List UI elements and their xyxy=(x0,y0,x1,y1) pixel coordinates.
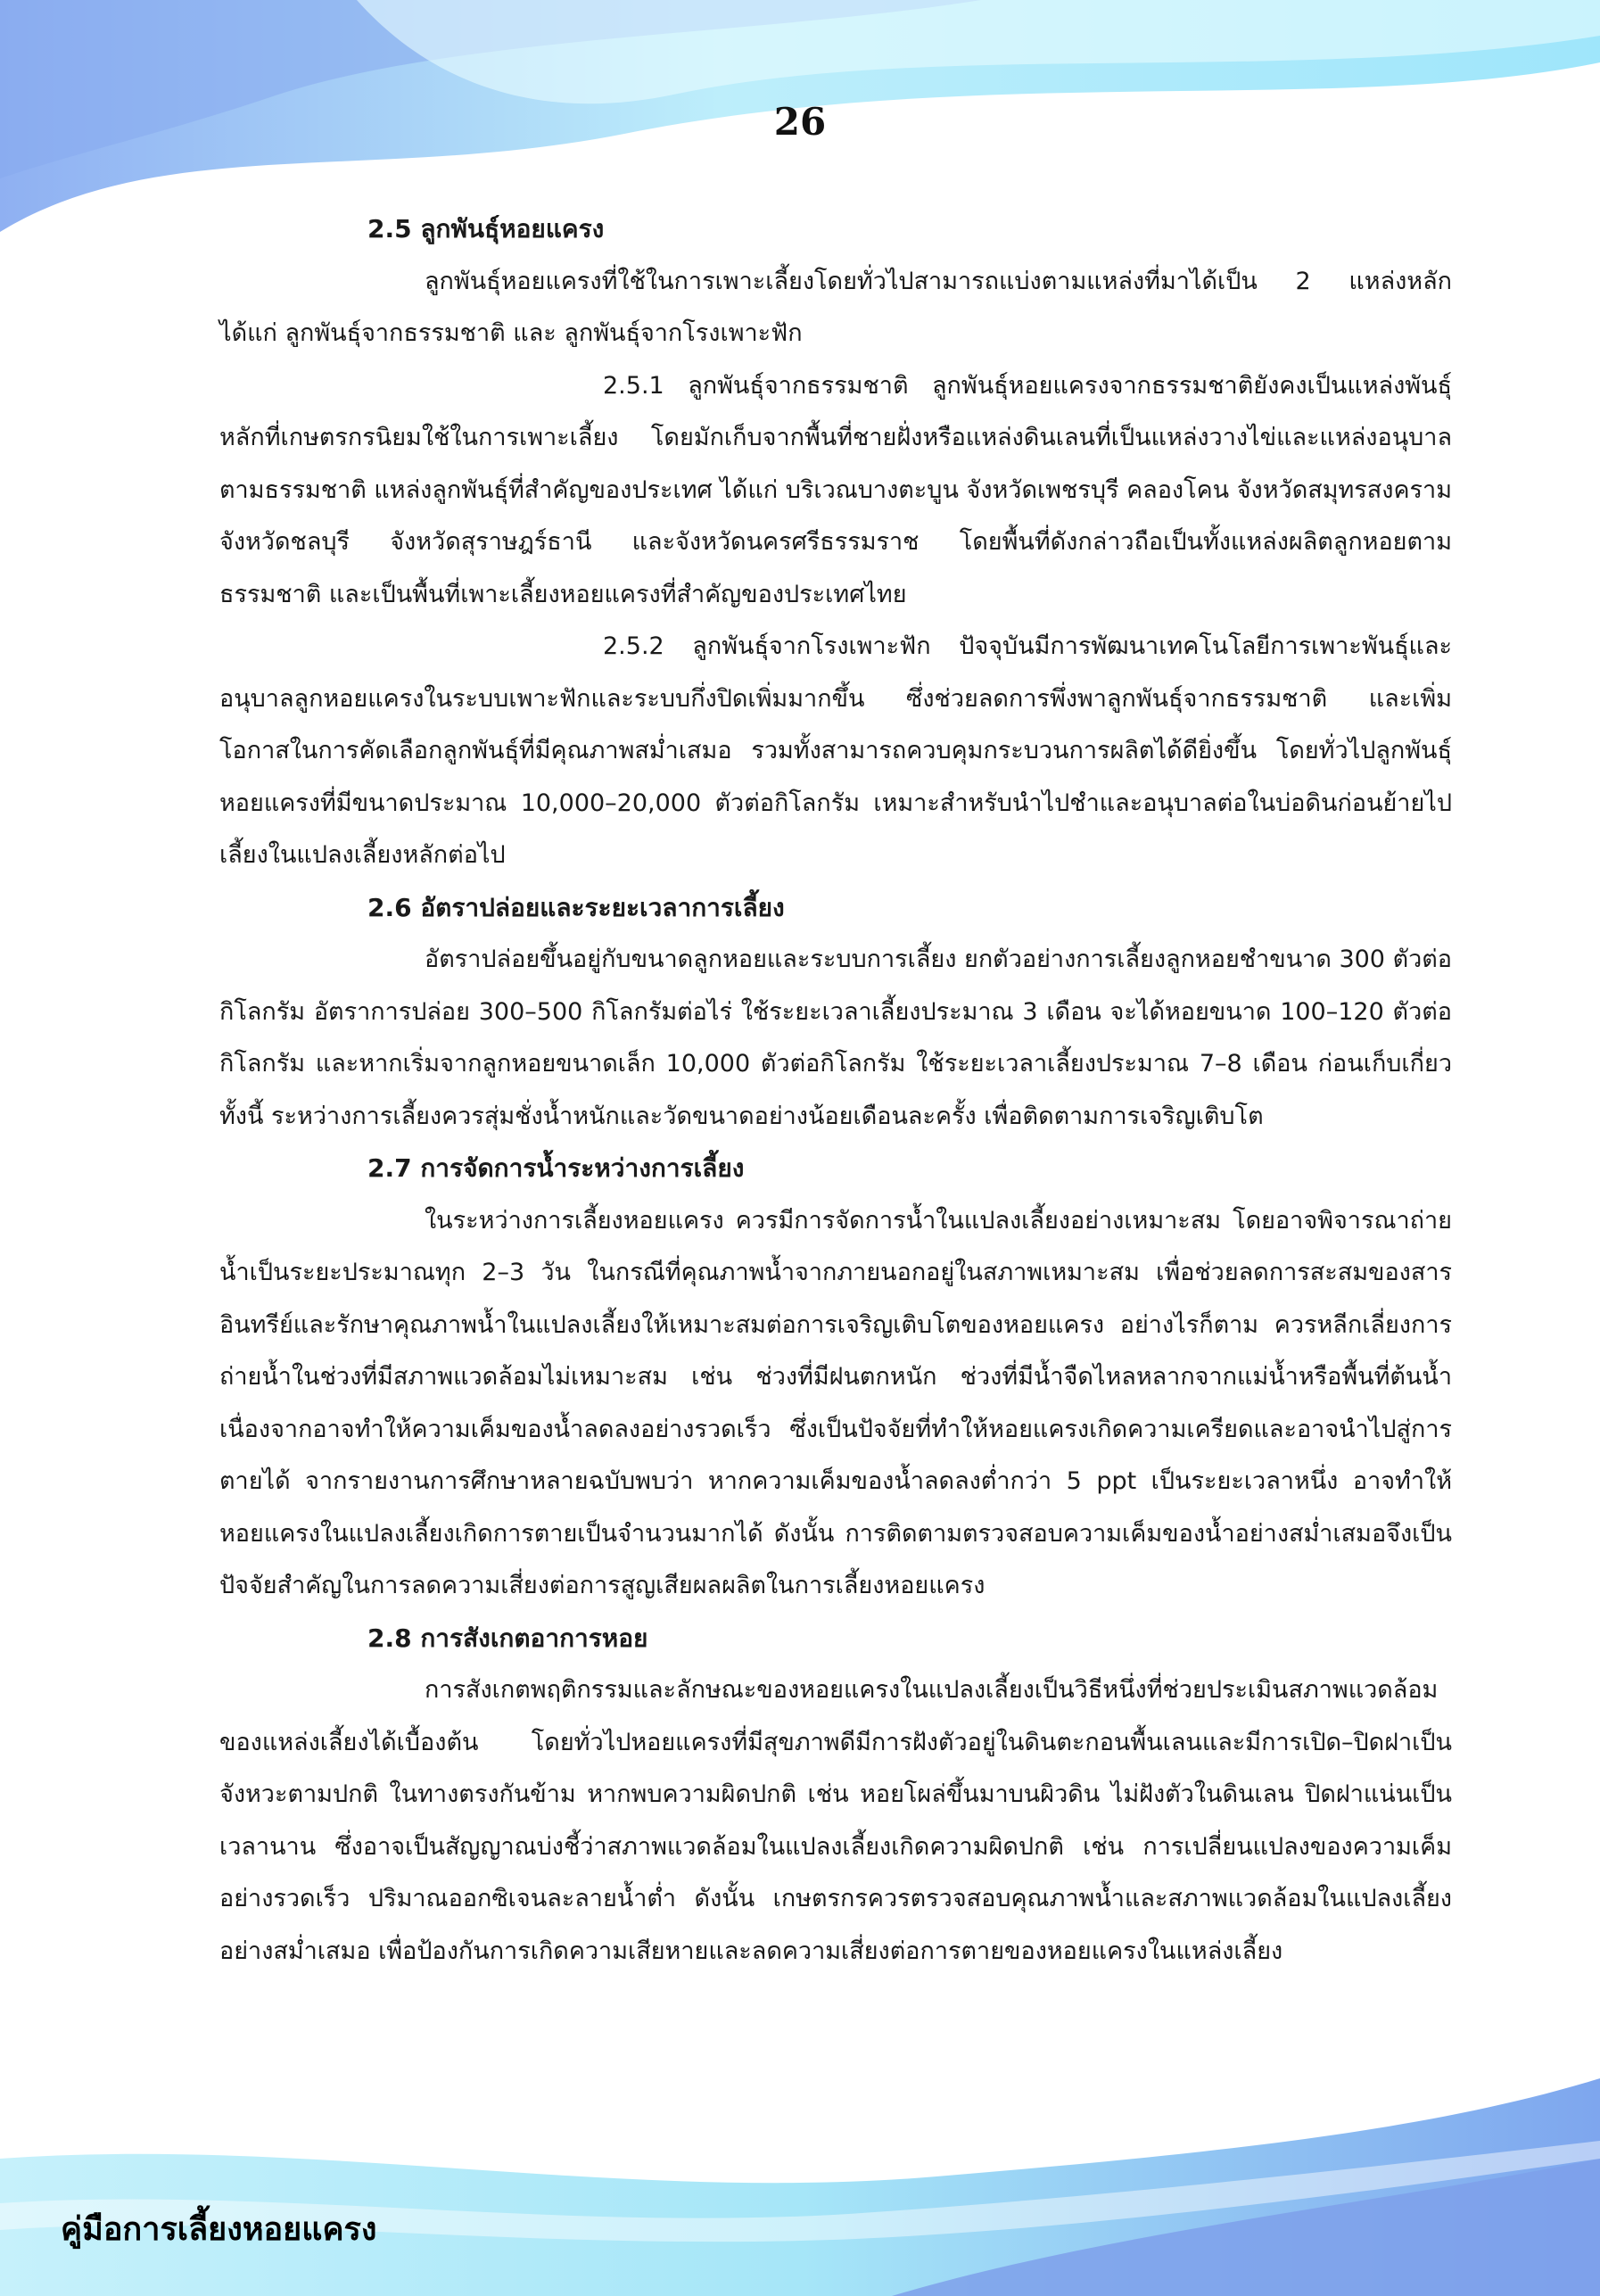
paragraph: ในระหว่างการเลี้ยงหอยแครง ควรมีการจัดการน้ำในแปลงเลี้ยงอย่างเหมาะสม โดยอาจพิจารณาถ่ายน้ำเป็นระยะประมาณทุก 2–3 วัน ในกรณีที่คุณภาพน้ำจากภายนอกอยู่ในสภาพเหมาะสม เพื่อช่วยลดการสะสมของสารอินทรีย์และรักษาคุณภาพน้ำในแปลงเลี้ยงให้เหมาะสมต่อการเจริญเติบโตของหอยแครง อย่างไรก็ตาม ควรหลีกเลี่ยงการถ่ายน้ำในช่วงที่มีสภาพแวดล้อมไม่เหมาะสม เช่น ช่วงที่มีฝนตกหนัก ช่วงที่มีน้ำจืดไหลหลากจากแม่น้ำหรือพื้นที่ต้นน้ำ เนื่องจากอาจทำให้ความเค็มของน้ำลดลงอย่างรวดเร็ว ซึ่งเป็นปัจจัยที่ทำให้หอยแครงเกิดความเครียดและอาจนำไปสู่การตายได้ จากรายงานการศึกษาหลายฉบับพบว่า หากความเค็มของน้ำลดลงต่ำกว่า 5 ppt เป็นระยะเวลาหนึ่ง อาจทำให้หอยแครงในแปลงเลี้ยงเกิดการตายเป็นจำนวนมากได้ ดังนั้น การติดตามตรวจสอบความเค็มของน้ำอย่างสม่ำเสมอจึงเป็นปัจจัยสำคัญในการลดความเสี่ยงต่อการสูญเสียผลผลิตในการเลี้ยงหอยแครง xyxy=(219,1206,1452,1599)
subsection-paragraph: 2.5.1 ลูกพันธุ์จากธรรมชาติ ลูกพันธุ์หอยแครงจากธรรมชาติยังคงเป็นแหล่งพันธุ์หลักที่เกษตรกรนิยมใช้ในการเพาะเลี้ยง โดยมักเก็บจากพื้นที่ชายฝั่งหรือแหล่งดินเลนที่เป็นแหล่งวางไข่และแหล่งอนุบาลตามธรรมชาติ แหล่งลูกพันธุ์ที่สำคัญของประเทศ ได้แก่ บริเวณบางตะบูน จังหวัดเพชรบุรี คลองโคน จังหวัดสมุทรสงคราม จังหวัดชลบุรี จังหวัดสุราษฎร์ธานี และจังหวัดนครศรีธรรมราช โดยพื้นที่ดังกล่าวถือเป็นทั้งแหล่งผลิตลูกหอยตามธรรมชาติ และเป็นพื้นที่เพาะเลี้ยงหอยแครงที่สำคัญของประเทศไทย xyxy=(219,371,1452,608)
section-title: 2.8 การสังเกตอาการหอย xyxy=(367,1623,648,1653)
section-title: 2.5 ลูกพันธุ์หอยแครง xyxy=(367,214,605,244)
section-2-7 xyxy=(219,1143,1452,1613)
section-2-5 xyxy=(219,203,1452,882)
section-title: 2.7 การจัดการน้ำระหว่างการเลี้ยง xyxy=(367,1153,745,1183)
footer-book-title: คู่มือการเลี้ยงหอยแครง xyxy=(61,2211,377,2248)
bottom-wave-decoration xyxy=(0,2078,1600,2296)
document-body xyxy=(219,203,1452,1978)
section-title: 2.6 อัตราปล่อยและระยะเวลาการเลี้ยง xyxy=(367,892,785,922)
paragraph: อัตราปล่อยขึ้นอยู่กับขนาดลูกหอยและระบบการเลี้ยง ยกตัวอย่างการเลี้ยงลูกหอยชำขนาด 300 ตัวต่อกิโลกรัม อัตราการปล่อย 300–500 กิโลกรัมต่อไร่ ใช้ระยะเวลาเลี้ยงประมาณ 3 เดือน จะได้หอยขนาด 100–120 ตัวต่อกิโลกรัม และหากเริ่มจากลูกหอยขนาดเล็ก 10,000 ตัวต่อกิโลกรัม ใช้ระยะเวลาเลี้ยงประมาณ 7–8 เดือน ก่อนเก็บเกี่ยว ทั้งนี้ ระหว่างการเลี้ยงควรสุ่มชั่งน้ำหนักและวัดขนาดอย่างน้อยเดือนละครั้ง เพื่อติดตามการเจริญเติบโต xyxy=(219,946,1453,1130)
subsection-paragraph: 2.5.2 ลูกพันธุ์จากโรงเพาะฟัก ปัจจุบันมีการพัฒนาเทคโนโลยีการเพาะพันธุ์และอนุบาลลูกหอยแครงในระบบเพาะฟักและระบบกึ่งปิดเพิ่มมากขึ้น ซึ่งช่วยลดการพึ่งพาลูกพันธุ์จากธรรมชาติ และเพิ่มโอกาสในการคัดเลือกลูกพันธุ์ที่มีคุณภาพสม่ำเสมอ รวมทั้งสามารถควบคุมกระบวนการผลิตได้ดียิ่งขึ้น โดยทั่วไปลูกพันธุ์หอยแครงที่มีขนาดประมาณ 10,000–20,000 ตัวต่อกิโลกรัม เหมาะสำหรับนำไปชำและอนุบาลต่อในบ่อดินก่อนย้ายไปเลี้ยงในแปลงเลี้ยงหลักต่อไป xyxy=(219,632,1452,869)
page-number: 26 xyxy=(773,100,827,144)
paragraph: ลูกพันธุ์หอยแครงที่ใช้ในการเพาะเลี้ยงโดยทั่วไปสามารถแบ่งตามแหล่งที่มาได้เป็น 2 แหล่งหลัก ได้แก่ ลูกพันธุ์จากธรรมชาติ และ ลูกพันธุ์จากโรงเพาะฟัก xyxy=(219,267,1452,347)
section-2-8 xyxy=(219,1613,1452,1978)
paragraph: การสังเกตพฤติกรรมและลักษณะของหอยแครงในแปลงเลี้ยงเป็นวิธีหนึ่งที่ช่วยประเมินสภาพแวดล้อมของแหล่งเลี้ยงได้เบื้องต้น โดยทั่วไปหอยแครงที่มีสุขภาพดีมีการฝังตัวอยู่ในดินตะกอนพื้นเลนและมีการเปิด–ปิดฝาเป็นจังหวะตามปกติ ในทางตรงกันข้าม หากพบความผิดปกติ เช่น หอยโผล่ขึ้นมาบนผิวดิน ไม่ฝังตัวในดินเลน ปิดฝาแน่นเป็นเวลานาน ซึ่งอาจเป็นสัญญาณบ่งชี้ว่าสภาพแวดล้อมในแปลงเลี้ยงเกิดความผิดปกติ เช่น การเปลี่ยนแปลงของความเค็มอย่างรวดเร็ว ปริมาณออกซิเจนละลายน้ำต่ำ ดังนั้น เกษตรกรควรตรวจสอบคุณภาพน้ำและสภาพแวดล้อมในแปลงเลี้ยงอย่างสม่ำเสมอ เพื่อป้องกันการเกิดความเสียหายและลดความเสี่ยงต่อการตายของหอยแครงในแหล่งเลี้ยง xyxy=(219,1676,1452,1965)
section-2-6 xyxy=(219,882,1452,1144)
